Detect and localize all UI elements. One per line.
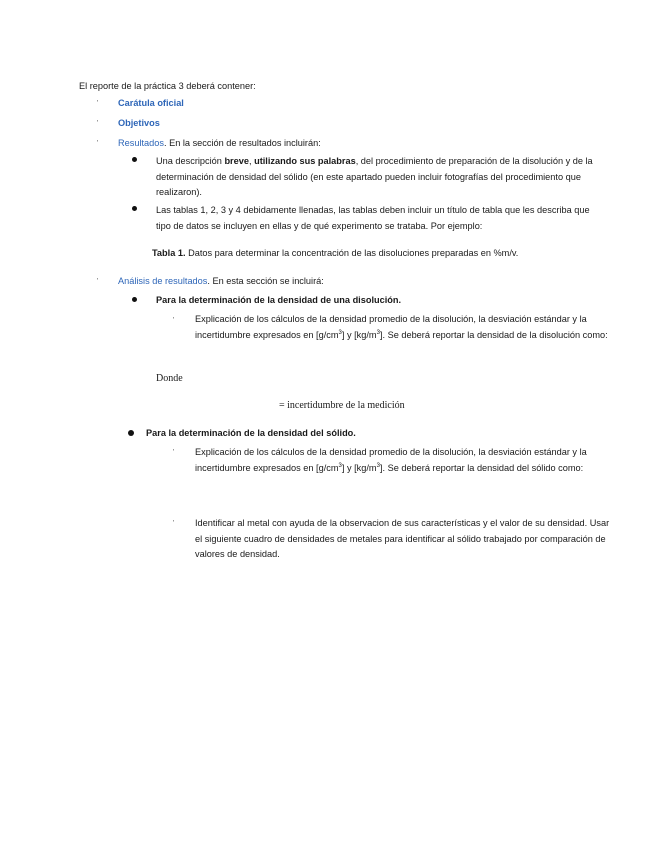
bullet-tick: ' <box>173 317 175 324</box>
bullet-tick: ' <box>97 140 99 147</box>
solido-heading: Para la determinación de la densidad del sólido. <box>146 428 356 438</box>
bullet-dot <box>132 157 137 162</box>
disolucion-text-1: Explicación de los cálculos de la densidad promedio de la disolución, la desviación estándar y la incertidumbre expresados en [g/cm <box>195 314 587 340</box>
incertidumbre-text: = incertidumbre de la medición <box>279 400 405 411</box>
bullet-tick: ' <box>97 100 99 107</box>
analisis-label: Análisis de resultados <box>118 276 208 286</box>
sup-3: 3 <box>376 329 380 336</box>
resultados-label: Resultados <box>118 138 164 148</box>
sup-3: 3 <box>338 329 342 336</box>
item-objetivos: Objetivos <box>118 118 160 128</box>
intro-text: El reporte de la práctica 3 deberá contener: <box>79 81 256 91</box>
b1-bold-palabras: utilizando sus palabras <box>254 156 356 166</box>
bullet-dot <box>132 297 137 302</box>
b1-bold-breve: breve <box>224 156 249 166</box>
b1-pre: Una descripción <box>156 156 225 166</box>
sup-3: 3 <box>376 462 380 469</box>
bullet-tick: ' <box>97 120 99 127</box>
metal-text: Identificar al metal con ayuda de la observacion de sus características y el valor de su densidad. Usar el siguiente cuadro de densidades de metales para identificar al sólido trabajado por comparación de valores de densidad. <box>195 518 610 559</box>
bullet-dot <box>132 206 137 211</box>
solido-text-1: Explicación de los cálculos de la densidad promedio de la disolución, la desviación estándar y la incertidumbre expresados en [g/cm <box>195 447 587 473</box>
donde-label: Donde <box>156 373 183 384</box>
item-analisis <box>118 275 324 288</box>
bullet-dot <box>128 430 134 436</box>
tabla-text: Datos para determinar la concentración de las disoluciones preparadas en %m/v. <box>185 248 519 258</box>
solido-text-3: ]. Se deberá reportar la densidad del sólido como: <box>379 462 584 473</box>
disolucion-text-2: ] y [kg/m <box>341 329 377 340</box>
b1-sep: , <box>248 156 255 166</box>
solido-text-2: ] y [kg/m <box>341 462 377 473</box>
solido-text <box>195 445 615 476</box>
disolucion-text <box>195 312 615 343</box>
resultados-bullet-2: Las tablas 1, 2, 3 y 4 debidamente llenadas, las tablas deben incluir un título de tabla que les describa que tipo de datos se incluyen en ellas y de qué experimento se trataba. Por ejemplo: <box>156 205 590 231</box>
item-caratula: Carátula oficial <box>118 98 184 108</box>
resultados-bullet-1 <box>156 154 608 201</box>
sup-3: 3 <box>338 462 342 469</box>
b1-post: , del procedimiento de preparación de la disolución y de la determinación de densidad del sólido (en este apartado pueden incluir fotografías del procedimiento que realizaron). <box>156 156 593 197</box>
analisis-rest: . En esta sección se incluirá: <box>207 276 324 286</box>
tabla-label: Tabla 1. <box>152 248 186 258</box>
bullet-tick: ' <box>97 278 99 285</box>
bullet-tick: ' <box>173 449 175 456</box>
disolucion-heading: Para la determinación de la densidad de una disolución. <box>156 295 402 305</box>
tabla-caption <box>152 247 518 260</box>
bullet-tick: ' <box>173 520 175 527</box>
resultados-rest: . En la sección de resultados incluirán: <box>163 138 321 148</box>
item-resultados <box>118 137 321 150</box>
disolucion-text-3: ]. Se deberá reportar la densidad de la disolución como: <box>379 329 608 340</box>
